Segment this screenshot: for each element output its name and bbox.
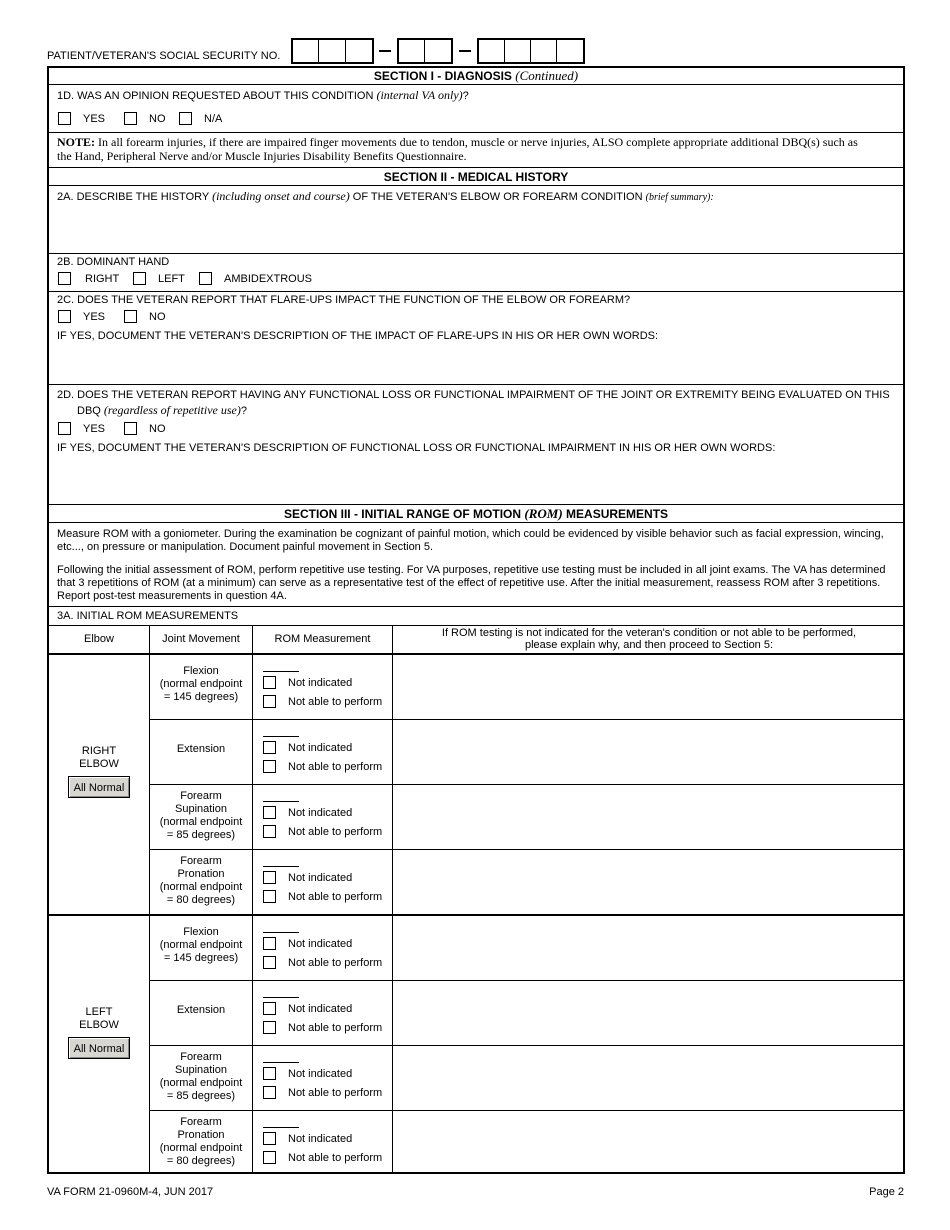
not-indicated-option[interactable] xyxy=(263,871,352,884)
checkbox[interactable] xyxy=(263,741,276,754)
right-extension-label: Extension xyxy=(176,743,226,755)
col-explain-line2: please explain why, and then proceed to Section 5: xyxy=(524,639,774,651)
not-indicated-option[interactable] xyxy=(263,1002,352,1015)
not-able-option[interactable] xyxy=(263,825,382,838)
option-label: NO xyxy=(149,310,166,323)
q2b-left[interactable] xyxy=(133,272,185,285)
checkbox[interactable] xyxy=(133,272,146,285)
not-able-option[interactable] xyxy=(263,1151,382,1164)
not-indicated-option[interactable] xyxy=(263,806,352,819)
movement-line: (normal endpoint xyxy=(159,1142,243,1154)
q2d-no[interactable] xyxy=(124,422,166,435)
left-extension-label: Extension xyxy=(176,1004,226,1016)
checkbox[interactable] xyxy=(263,1151,276,1164)
q1d-text: 1D. WAS AN OPINION REQUESTED ABOUT THIS CONDITION xyxy=(57,90,374,102)
checkbox[interactable] xyxy=(199,272,212,285)
ssn-dash xyxy=(379,50,391,52)
col-joint-header: Joint Movement xyxy=(162,633,240,645)
q2c-no[interactable] xyxy=(124,310,166,323)
option-label: YES xyxy=(83,112,106,125)
q2b-question: 2B. DOMINANT HAND xyxy=(57,256,170,268)
q3a-label: 3A. INITIAL ROM MEASUREMENTS xyxy=(57,610,239,622)
note-label: NOTE: xyxy=(57,135,96,149)
checkbox[interactable] xyxy=(58,272,71,285)
rom-entry-line[interactable] xyxy=(263,866,299,867)
ssn-digit[interactable] xyxy=(293,40,319,62)
checkbox[interactable] xyxy=(263,871,276,884)
checkbox[interactable] xyxy=(58,422,71,435)
checkbox[interactable] xyxy=(263,1132,276,1145)
ssn-digit[interactable] xyxy=(425,40,451,62)
checkbox[interactable] xyxy=(179,112,192,125)
movement-line: Flexion xyxy=(183,665,219,677)
right-pronation-rom xyxy=(253,850,392,914)
page-number: Page 2 xyxy=(869,1186,904,1198)
checkbox[interactable] xyxy=(263,1021,276,1034)
elbow-divider xyxy=(49,914,903,916)
checkbox[interactable] xyxy=(263,937,276,950)
q2a-question xyxy=(57,189,714,204)
not-indicated-option[interactable] xyxy=(263,1132,352,1145)
right-elbow-label-2: ELBOW xyxy=(79,758,119,770)
left-elbow-label-2: ELBOW xyxy=(79,1019,119,1031)
not-indicated-option[interactable] xyxy=(263,676,352,689)
q2b-right[interactable] xyxy=(58,272,119,285)
form-id: VA FORM 21-0960M-4, JUN 2017 xyxy=(47,1186,214,1198)
q1d-question xyxy=(57,88,469,103)
q2a-text-c: OF THE VETERAN'S ELBOW OR FOREARM CONDITION xyxy=(352,191,643,203)
checkbox[interactable] xyxy=(263,1086,276,1099)
ssn-digit[interactable] xyxy=(505,40,531,62)
q2c-yes[interactable] xyxy=(58,310,105,323)
checkbox[interactable] xyxy=(263,806,276,819)
option-label: Not able to perform xyxy=(288,760,383,773)
ssn-group-3[interactable] xyxy=(477,38,585,64)
right-supination-label xyxy=(150,790,252,842)
option-label: Not able to perform xyxy=(288,1151,383,1164)
option-label: YES xyxy=(83,422,106,435)
checkbox[interactable] xyxy=(263,676,276,689)
option-label: Not indicated xyxy=(288,806,353,819)
not-indicated-option[interactable] xyxy=(263,937,352,950)
rom-entry-line[interactable] xyxy=(263,1127,299,1128)
header-divider xyxy=(49,653,903,655)
ssn-digit[interactable] xyxy=(557,40,583,62)
movement-line: Forearm xyxy=(180,1051,222,1063)
q2d-followup: IF YES, DOCUMENT THE VETERAN'S DESCRIPTION OF FUNCTIONAL LOSS OR FUNCTIONAL IMPAIRMENT IN HIS OR HER OWN WORDS: xyxy=(57,442,776,454)
para1-line1: Measure ROM with a goniometer. During the examination be cognizant of painful motion, which could be evidenced by visible behavior such as facial expression, wincing, xyxy=(57,528,884,540)
col-rom-header: ROM Measurement xyxy=(274,633,371,645)
option-label: Not indicated xyxy=(288,1002,353,1015)
option-label: AMBIDEXTROUS xyxy=(224,272,313,285)
option-label: Not indicated xyxy=(288,1132,353,1145)
not-able-option[interactable] xyxy=(263,890,382,903)
option-label: RIGHT xyxy=(85,272,120,285)
movement-line: Supination xyxy=(175,1064,227,1076)
section1-title: SECTION I - DIAGNOSIS xyxy=(373,69,512,83)
checkbox[interactable] xyxy=(58,112,71,125)
left-all-normal-button[interactable]: All Normal xyxy=(68,1037,130,1059)
movement-line: Pronation xyxy=(177,1129,225,1141)
not-able-option[interactable] xyxy=(263,1021,382,1034)
ssn-digit[interactable] xyxy=(531,40,557,62)
left-supination-label xyxy=(150,1051,252,1103)
option-label: N/A xyxy=(204,112,223,125)
not-able-option[interactable] xyxy=(263,1086,382,1099)
option-label: Not able to perform xyxy=(288,695,383,708)
right-pronation-label xyxy=(150,855,252,907)
left-supination-rom xyxy=(253,1046,392,1110)
ssn-group-1[interactable] xyxy=(291,38,374,64)
q3a-label-row xyxy=(49,606,903,625)
option-label: Not able to perform xyxy=(288,890,383,903)
movement-line: (normal endpoint xyxy=(159,678,243,690)
q2c-block xyxy=(49,291,903,384)
section3-instructions xyxy=(49,522,903,606)
ssn-digit[interactable] xyxy=(319,40,345,62)
right-all-normal-button[interactable]: All Normal xyxy=(68,776,130,798)
movement-line: Forearm xyxy=(180,790,222,802)
checkbox[interactable] xyxy=(263,956,276,969)
right-elbow-label xyxy=(49,745,149,771)
movement-line: (normal endpoint xyxy=(159,816,243,828)
movement-line: (normal endpoint xyxy=(159,939,243,951)
movement-line: (normal endpoint xyxy=(159,881,243,893)
section2-header: SECTION II - MEDICAL HISTORY xyxy=(49,167,903,185)
q1d-yes[interactable] xyxy=(58,112,105,125)
q1d-block xyxy=(49,84,903,132)
option-label: NO xyxy=(149,112,166,125)
para1-line2: etc..., on pressure or manipulation. Document painful movement in Section 5. xyxy=(57,541,434,553)
q1d-italic: (internal VA only) xyxy=(376,88,463,102)
col-divider xyxy=(392,625,393,1174)
q1d-no[interactable] xyxy=(124,112,166,125)
option-label: Not indicated xyxy=(288,676,353,689)
note-line1: In all forearm injuries, if there are impaired finger movements due to tendon, muscle or nerve injuries, ALSO complete appropriate additional DBQ(s) such as xyxy=(98,135,858,149)
q2d-line2c: ? xyxy=(240,405,247,417)
left-elbow-label-1: LEFT xyxy=(85,1006,113,1018)
option-label: LEFT xyxy=(158,272,185,285)
left-pronation-rom xyxy=(253,1111,392,1174)
checkbox[interactable] xyxy=(263,890,276,903)
q2d-line2b: (regardless of repetitive use) xyxy=(103,403,241,417)
movement-line: = 145 degrees) xyxy=(163,691,239,703)
ssn-dash xyxy=(459,50,471,52)
checkbox[interactable] xyxy=(124,422,137,435)
movement-line: Forearm xyxy=(180,1116,222,1128)
q2c-answer-field[interactable] xyxy=(57,346,893,382)
rom-table-header xyxy=(49,625,903,653)
option-label: Not indicated xyxy=(288,871,353,884)
right-flexion-rom xyxy=(253,655,392,719)
note-text xyxy=(57,135,858,163)
rom-entry-line[interactable] xyxy=(263,1062,299,1063)
q2b-block xyxy=(49,253,903,291)
option-label: Not indicated xyxy=(288,741,353,754)
checkbox[interactable] xyxy=(263,1067,276,1080)
form-body xyxy=(47,66,905,1174)
section3-title-a: SECTION III - INITIAL RANGE OF MOTION xyxy=(283,507,522,521)
checkbox[interactable] xyxy=(263,1002,276,1015)
q2d-line2a: DBQ xyxy=(77,405,101,417)
para2-line2: that 3 repetitions of ROM (at a minimum) can serve as a representative test of the effect of repetitive use. After the initial measurement, reassess ROM after 3 repetitions. xyxy=(57,577,881,589)
q2c-followup: IF YES, DOCUMENT THE VETERAN'S DESCRIPTION OF THE IMPACT OF FLARE-UPS IN HIS OR HER OWN WORDS: xyxy=(57,330,659,342)
q2a-text-b: (including onset and course) xyxy=(212,189,350,203)
movement-line: Forearm xyxy=(180,855,222,867)
q2d-yes[interactable] xyxy=(58,422,105,435)
q2d-answer-field[interactable] xyxy=(57,458,893,500)
movement-line: Supination xyxy=(175,803,227,815)
section3-title-b: (ROM) xyxy=(524,506,563,521)
q2d-line1: 2D. DOES THE VETERAN REPORT HAVING ANY FUNCTIONAL LOSS OR FUNCTIONAL IMPAIRMENT OF THE JOINT OR EXTREMITY BEING EVALUATED ON THIS xyxy=(57,389,890,401)
not-indicated-option[interactable] xyxy=(263,741,352,754)
rom-entry-line[interactable] xyxy=(263,932,299,933)
ssn-digit[interactable] xyxy=(346,40,372,62)
q2a-block xyxy=(49,185,903,253)
not-able-option[interactable] xyxy=(263,760,382,773)
q2a-text-a: 2A. DESCRIBE THE HISTORY xyxy=(57,191,210,203)
section3-header xyxy=(49,504,903,522)
rom-entry-line[interactable] xyxy=(263,736,299,737)
para2-line1: Following the initial assessment of ROM, perform repetitive use testing. For VA purposes, repetitive use testing must be included in all joint exams. The VA has determined xyxy=(57,564,886,576)
option-label: YES xyxy=(83,310,106,323)
ssn-label: PATIENT/VETERAN'S SOCIAL SECURITY NO. xyxy=(47,50,281,62)
movement-line: Pronation xyxy=(177,868,225,880)
para2-line3: Report post-test measurements in question 4A. xyxy=(57,590,287,602)
not-able-option[interactable] xyxy=(263,695,382,708)
q2a-answer-field[interactable] xyxy=(57,206,893,250)
option-label: Not able to perform xyxy=(288,956,383,969)
rom-entry-line[interactable] xyxy=(263,801,299,802)
checkbox[interactable] xyxy=(263,825,276,838)
right-flexion-label xyxy=(150,665,252,704)
left-elbow-label xyxy=(49,1006,149,1032)
left-pronation-label xyxy=(150,1116,252,1168)
left-flexion-rom xyxy=(253,916,392,980)
movement-line: = 85 degrees) xyxy=(166,829,236,841)
q1d-na[interactable] xyxy=(179,112,222,125)
section1-title-italic: (Continued) xyxy=(515,68,579,83)
movement-line: (normal endpoint xyxy=(159,1077,243,1089)
checkbox[interactable] xyxy=(124,310,137,323)
not-able-option[interactable] xyxy=(263,956,382,969)
section3-title-c: MEASUREMENTS xyxy=(566,507,669,521)
not-indicated-option[interactable] xyxy=(263,1067,352,1080)
movement-line: = 80 degrees) xyxy=(166,894,236,906)
checkbox[interactable] xyxy=(124,112,137,125)
q2b-ambidextrous[interactable] xyxy=(199,272,312,285)
movement-line: Flexion xyxy=(183,926,219,938)
movement-line: = 85 degrees) xyxy=(166,1090,236,1102)
option-label: Not able to perform xyxy=(288,825,383,838)
note-block xyxy=(49,132,903,167)
instructions-para2 xyxy=(57,564,885,603)
q2d-block xyxy=(49,384,903,504)
checkbox[interactable] xyxy=(263,695,276,708)
rom-entry-line[interactable] xyxy=(263,997,299,998)
left-flexion-label xyxy=(150,926,252,965)
checkbox[interactable] xyxy=(58,310,71,323)
left-extension-rom xyxy=(253,981,392,1045)
section1-header xyxy=(49,68,903,85)
movement-line: = 145 degrees) xyxy=(163,952,239,964)
rom-entry-line[interactable] xyxy=(263,671,299,672)
option-label: NO xyxy=(149,422,166,435)
note-line2: the Hand, Peripheral Nerve and/or Muscle Injuries Disability Benefits Questionnaire. xyxy=(57,149,467,163)
option-label: Not indicated xyxy=(288,937,353,950)
instructions-para1 xyxy=(57,528,884,554)
option-label: Not indicated xyxy=(288,1067,353,1080)
q2a-text-d: (brief summary): xyxy=(645,192,714,203)
ssn-group-2[interactable] xyxy=(397,38,453,64)
movement-line: = 80 degrees) xyxy=(166,1155,236,1167)
option-label: Not able to perform xyxy=(288,1021,383,1034)
col-elbow-header: Elbow xyxy=(84,633,114,645)
right-extension-rom xyxy=(253,720,392,784)
checkbox[interactable] xyxy=(263,760,276,773)
ssn-digit[interactable] xyxy=(399,40,425,62)
q2c-question: 2C. DOES THE VETERAN REPORT THAT FLARE-UPS IMPACT THE FUNCTION OF THE ELBOW OR FOREARM? xyxy=(57,294,631,306)
col-explain-line1: If ROM testing is not indicated for the veteran's condition or not able to be performed, xyxy=(441,627,857,639)
option-label: Not able to perform xyxy=(288,1086,383,1099)
right-elbow-label-1: RIGHT xyxy=(81,745,117,757)
right-supination-rom xyxy=(253,785,392,849)
q2d-question xyxy=(57,388,890,419)
q1d-end: ? xyxy=(462,90,469,102)
col-explain-header xyxy=(393,627,905,651)
ssn-digit[interactable] xyxy=(479,40,505,62)
